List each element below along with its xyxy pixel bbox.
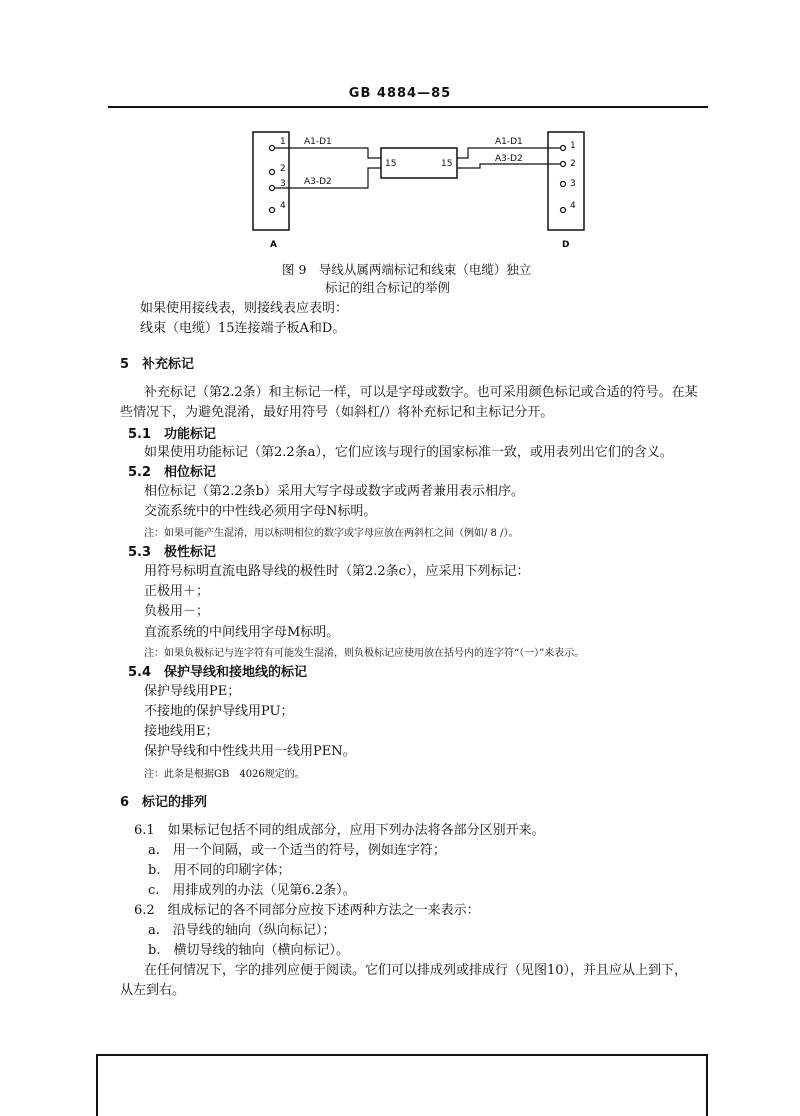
block-label-d: D bbox=[562, 240, 570, 250]
wire-label-bottom-left: A3-D2 bbox=[304, 177, 332, 187]
section-heading-5-2: 5.2 相位标记 bbox=[128, 465, 217, 480]
pin-a4: 4 bbox=[280, 201, 286, 211]
paragraph: 补充标记（第2.2条）和主标记一样，可以是字母或数字。也可采用颜色标记或合适的符号。在某 bbox=[144, 385, 698, 400]
list-item: c. 用排成列的办法（见第6.2条）。 bbox=[148, 883, 356, 898]
paragraph: 如果使用功能标记（第2.2条a），它们应该与现行的国家标准一致，或用表列出它们的含义。 bbox=[144, 445, 673, 460]
figure-caption-line1: 图 9 导线从属两端标记和线束（电缆）独立 bbox=[282, 262, 532, 277]
page-header: GB 4884—85 bbox=[348, 86, 452, 101]
paragraph: 6.1 如果标记包括不同的组成部分，应用下列办法将各部分区别开来。 bbox=[134, 823, 545, 838]
paragraph: 负极用－； bbox=[144, 604, 210, 619]
paragraph: 从左到右。 bbox=[120, 983, 186, 998]
pin-d1: 1 bbox=[570, 141, 576, 151]
paragraph: 保护导线用PE； bbox=[144, 684, 241, 699]
terminal-block-d bbox=[548, 132, 584, 230]
bundle-label-right: 15 bbox=[441, 159, 453, 169]
pin-a3: 3 bbox=[280, 179, 286, 189]
section-heading-5-1: 5.1 功能标记 bbox=[128, 427, 217, 442]
paragraph: 接地线用E； bbox=[144, 724, 219, 739]
list-item: a. 用一个间隔，或一个适当的符号，例如连字符； bbox=[148, 843, 446, 858]
pin-a2: 2 bbox=[280, 164, 286, 174]
pin-a1: 1 bbox=[280, 137, 286, 147]
block-label-a: A bbox=[270, 240, 277, 250]
section-heading-5-3: 5.3 极性标记 bbox=[128, 545, 217, 560]
note: 注：如果负极标记与连字符有可能发生混淆，则负极标记应使用放在括号内的连字符“（一）”来表示。 bbox=[144, 648, 585, 659]
note: 注：如果可能产生混淆，用以标明相位的数字或字母应放在两斜杠之间（例如/ 8 /）。 bbox=[144, 528, 519, 539]
bottom-frame bbox=[96, 1054, 708, 1116]
wire-label-bottom-right: A3-D2 bbox=[495, 154, 523, 164]
paragraph: 线束（电缆）15连接端子板A和D。 bbox=[140, 321, 346, 336]
list-item: b. 横切导线的轴向（横向标记）。 bbox=[148, 943, 349, 958]
section-heading-5-4: 5.4 保护导线和接地线的标记 bbox=[128, 665, 308, 680]
paragraph: 些情况下，为避免混淆，最好用符号（如斜杠/）将补充标记和主标记分开。 bbox=[120, 405, 554, 420]
paragraph: 在任何情况下，字的排列应便于阅读。它们可以排成列或排成行（见图10），并且应从上到下， bbox=[144, 963, 688, 978]
section-heading-6: 6 标记的排列 bbox=[120, 795, 208, 810]
pin-d3: 3 bbox=[570, 179, 576, 189]
paragraph: 相位标记（第2.2条b）采用大写字母或数字或两者兼用表示相序。 bbox=[144, 484, 524, 499]
figure-caption-line2: 标记的组合标记的举例 bbox=[325, 280, 451, 295]
list-item: a. 沿导线的轴向（纵向标记）； bbox=[148, 923, 336, 938]
wire-label-top-left: A1-D1 bbox=[304, 137, 332, 147]
section-heading-5: 5 补充标记 bbox=[120, 357, 195, 372]
wire-label-top-right: A1-D1 bbox=[495, 137, 523, 147]
paragraph: 正极用＋； bbox=[144, 584, 210, 599]
wire-a1 bbox=[275, 148, 381, 158]
paragraph: 6.2 组成标记的各不同部分应按下述两种方法之一来表示： bbox=[134, 903, 480, 918]
paragraph: 保护导线和中性线共用一线用PEN。 bbox=[144, 744, 356, 759]
pin-d2: 2 bbox=[570, 159, 576, 169]
note: 注：此条是根据GB 4026规定的。 bbox=[144, 769, 305, 780]
wire-d2 bbox=[457, 164, 560, 168]
header-rule bbox=[108, 106, 708, 108]
wiring-diagram bbox=[250, 126, 590, 251]
bundle-label-left: 15 bbox=[385, 159, 397, 169]
paragraph: 交流系统中的中性线必须用字母N标明。 bbox=[144, 504, 377, 519]
list-item: b. 用不同的印刷字体； bbox=[148, 863, 291, 878]
paragraph: 用符号标明直流电路导线的极性时（第2.2条c），应采用下列标记： bbox=[144, 564, 530, 579]
pin-d4: 4 bbox=[570, 201, 576, 211]
paragraph: 如果使用接线表，则接线表应表明： bbox=[140, 301, 349, 316]
paragraph: 不接地的保护导线用PU； bbox=[144, 704, 294, 719]
paragraph: 直流系统的中间线用字母M标明。 bbox=[144, 625, 340, 640]
